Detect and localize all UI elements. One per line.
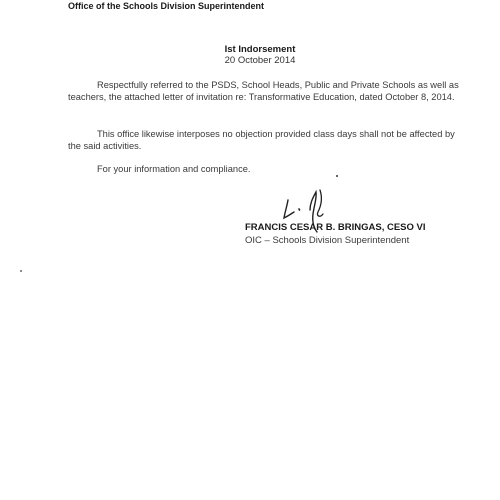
endorsement-heading	[0, 44, 500, 66]
paragraph-text: For your information and compliance.	[97, 164, 251, 174]
office-header: Office of the Schools Division Superintendent	[68, 1, 265, 11]
ink-dot	[336, 175, 338, 177]
signatory-title: OIC – Schools Division Superintendent	[245, 235, 410, 246]
body-paragraph-objection	[68, 128, 462, 152]
signatory-name: FRANCIS CESAR B. BRINGAS, CESO VI	[245, 222, 426, 233]
paragraph-text: This office likewise interposes no objection provided class days shall not be affected by the said activities.	[68, 129, 455, 152]
paragraph-text: Respectfully referred to the PSDS, School Heads, Public and Private Schools as well as teachers, the attached letter of invitation re: Transformative Education, dated October 8, 2014.	[68, 80, 459, 103]
scan-speck	[20, 270, 22, 272]
endorsement-date: 20 October 2014	[224, 55, 296, 66]
body-paragraph-compliance	[68, 163, 462, 175]
body-paragraph-referral	[68, 79, 462, 103]
endorsement-title: Ist Indorsement	[224, 44, 296, 55]
